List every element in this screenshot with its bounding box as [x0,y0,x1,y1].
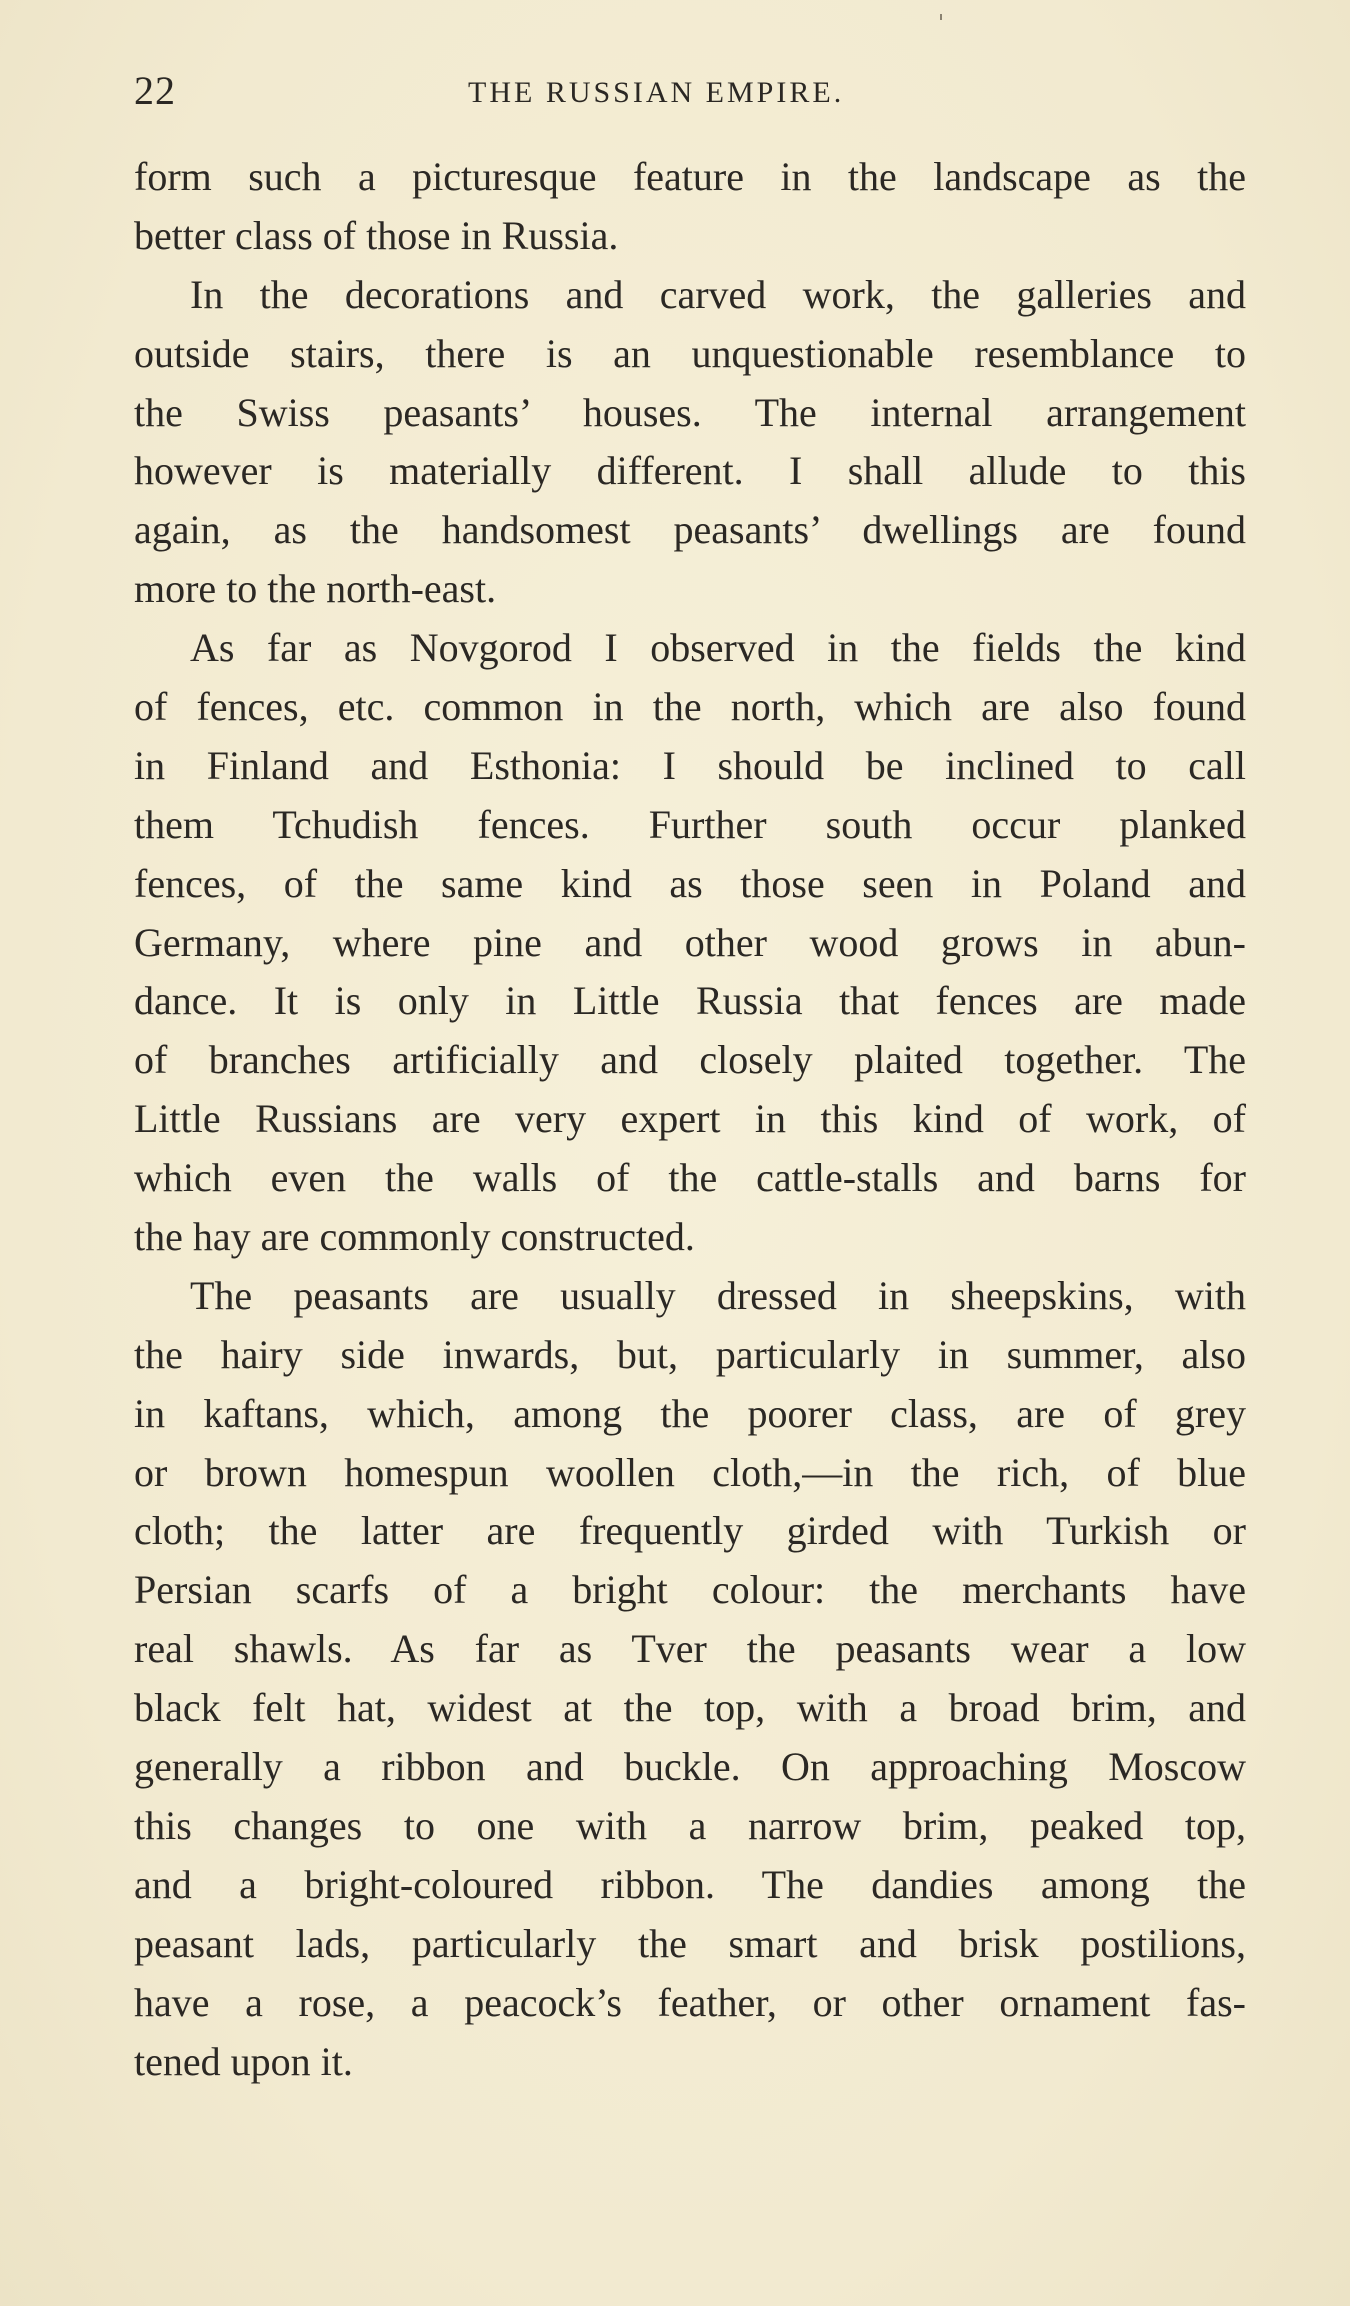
text-line: the hairy side inwards, but, particularly in summer, also [134,1331,1246,1377]
running-head: THE RUSSIAN EMPIRE. [468,76,845,109]
text-line: in kaftans, which, among the poorer class, are of grey [134,1390,1246,1436]
text-line: however is materially different. I shall allude to this [134,448,1246,494]
text-line: generally a ribbon and buckle. On approaching Moscow [134,1744,1246,1790]
page-header [134,66,1246,116]
body-text [134,148,1246,2091]
text-line: the hay are commonly constructed. [134,1214,695,1260]
text-line: Little Russians are very expert in this kind of work, of [134,1096,1246,1142]
text-line: fences, of the same kind as those seen in Poland and [134,860,1246,906]
text-line: dance. It is only in Little Russia that fences are made [134,978,1246,1024]
scan-mark [940,14,942,20]
text-line: form such a picturesque feature in the landscape as the [134,154,1246,199]
text-line: real shawls. As far as Tver the peasants wear a low [134,1626,1246,1672]
text-line: have a rose, a peacock’s feather, or other ornament fas- [134,1979,1246,2025]
text-line: tened upon it. [134,2038,353,2084]
text-line: better class of those in Russia. [134,212,619,258]
text-line: the Swiss peasants’ houses. The internal arrangement [134,389,1246,435]
text-line: which even the walls of the cattle-stalls and barns for [134,1155,1246,1201]
text-line: Germany, where pine and other wood grows in abun- [134,919,1246,965]
text-line: again, as the handsomest peasants’ dwellings are found [134,507,1246,553]
text-line: The peasants are usually dressed in sheepskins, with [190,1272,1246,1318]
text-line: of branches artificially and closely plaited together. The [134,1037,1246,1083]
text-line: of fences, etc. common in the north, which are also found [134,684,1246,730]
text-line: Persian scarfs of a bright colour: the merchants have [134,1567,1246,1613]
text-line: As far as Novgorod I observed in the fields the kind [190,625,1246,671]
page-number: 22 [134,68,176,113]
text-line: this changes to one with a narrow brim, peaked top, [134,1802,1246,1848]
text-line: and a bright-coloured ribbon. The dandies among the [134,1861,1246,1907]
text-line: In the decorations and carved work, the galleries and [190,271,1246,317]
text-line: them Tchudish fences. Further south occur planked [134,801,1246,847]
text-line: outside stairs, there is an unquestionable resemblance to [134,330,1246,376]
text-line: black felt hat, widest at the top, with a broad brim, and [134,1685,1246,1731]
text-line: or brown homespun woollen cloth,—in the rich, of blue [134,1449,1246,1495]
text-line: cloth; the latter are frequently girded with Turkish or [134,1508,1246,1554]
text-line: in Finland and Esthonia: I should be inclined to call [134,742,1246,788]
text-line: more to the north-east. [134,566,497,612]
text-line: peasant lads, particularly the smart and brisk postilions, [134,1920,1246,1966]
